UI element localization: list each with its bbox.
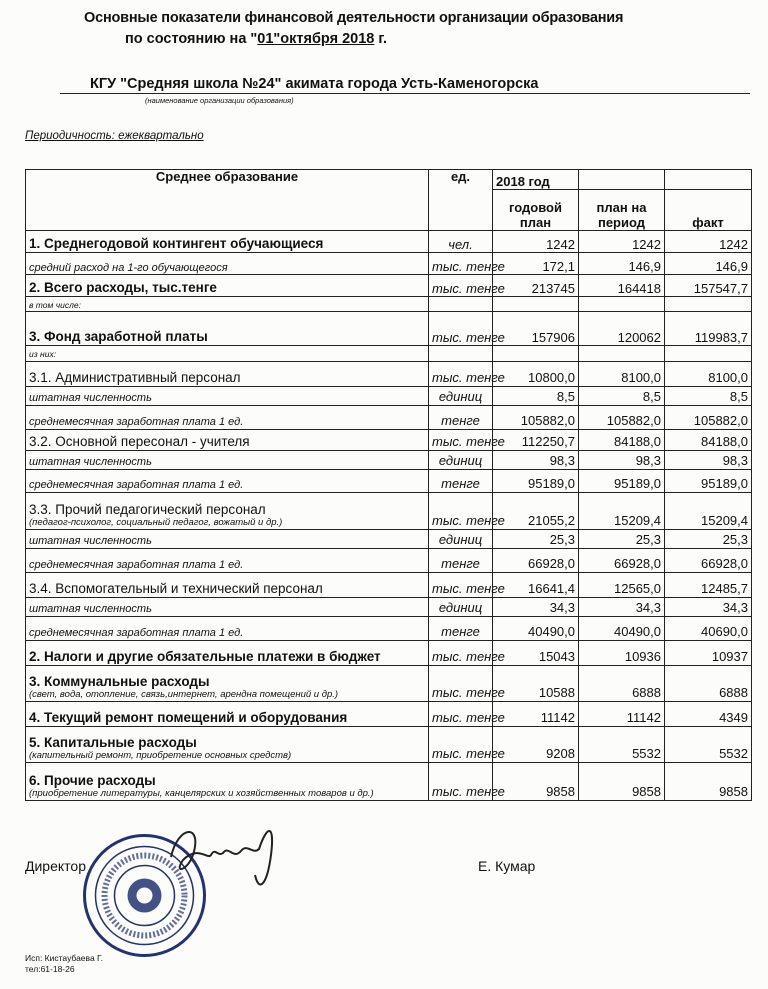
cell-plan-year: 9858 (493, 762, 579, 800)
cell-plan-year: 10588 (493, 665, 579, 701)
cell-fact: 105882,0 (665, 405, 752, 429)
row-label (26, 701, 429, 726)
row-label-text: средний расход на 1-го обучающегося (29, 261, 228, 274)
header-unit: ед. (429, 170, 493, 231)
table-row (26, 312, 752, 346)
cell-plan-period: 6888 (579, 665, 665, 701)
cell-plan-period: 95189,0 (579, 469, 665, 492)
table-body (26, 231, 752, 801)
row-note: (капительный ремонт, приобретение основных средств) (29, 750, 292, 762)
cell-fact: 12485,7 (665, 572, 752, 597)
row-label (26, 762, 429, 800)
table-row (26, 231, 752, 253)
cell-plan-year: 11142 (493, 701, 579, 726)
cell-fact: 6888 (665, 665, 752, 701)
cell-plan-period: 66928,0 (579, 548, 665, 572)
row-label-text: среднемесячная заработная плата 1 ед. (29, 416, 244, 429)
header-plan-year: годовой план (493, 190, 579, 231)
cell-fact: 1242 (665, 231, 752, 253)
table-row (26, 616, 752, 640)
row-label-text: в том числе: (29, 300, 81, 310)
cell-fact: 34,3 (665, 597, 752, 616)
row-label (26, 297, 429, 312)
row-label (26, 640, 429, 665)
header-plan-period: план на период (579, 190, 665, 231)
row-unit: тыс. тенге (429, 762, 493, 800)
row-label-text: среднемесячная заработная плата 1 ед. (29, 479, 244, 492)
row-label-text: 3.4. Вспомогательный и технический персонал (29, 580, 323, 596)
row-label (26, 572, 429, 597)
executor-name: Исп: Кистаубаева Г. (25, 953, 103, 963)
table-row (26, 253, 752, 275)
cell-fact: 40690,0 (665, 616, 752, 640)
table-row (26, 726, 752, 762)
row-label (26, 450, 429, 469)
row-label-text: 3.3. Прочий педагогический персонал (29, 502, 266, 518)
row-label (26, 346, 429, 361)
table-row (26, 701, 752, 726)
row-unit: тыс. тенге (429, 275, 493, 297)
table-row (26, 346, 752, 361)
cell-fact: 84188,0 (665, 429, 752, 450)
table-row (26, 640, 752, 665)
cell-plan-year: 34,3 (493, 597, 579, 616)
cell-fact: 146,9 (665, 253, 752, 275)
cell-plan-year: 213745 (493, 275, 579, 297)
row-label (26, 429, 429, 450)
row-unit: единиц (429, 450, 493, 469)
row-label-text: 4. Текущий ремонт помещений и оборудования (29, 709, 348, 725)
cell-fact: 10937 (665, 640, 752, 665)
cell-plan-period: 120062 (579, 312, 665, 346)
row-label (26, 361, 429, 386)
row-unit (429, 346, 493, 361)
row-label (26, 253, 429, 275)
cell-fact (665, 297, 752, 312)
cell-plan-year: 21055,2 (493, 492, 579, 529)
date-suffix: г. (374, 31, 388, 47)
row-label (26, 665, 429, 701)
row-label (26, 469, 429, 492)
cell-plan-period: 146,9 (579, 253, 665, 275)
cell-plan-period: 164418 (579, 275, 665, 297)
report-date: 01"октября 2018 (257, 31, 375, 47)
row-label-text: 3. Фонд заработной платы (29, 329, 208, 345)
header-year: 2018 год (493, 170, 579, 190)
row-label-text: 3.2. Основной пересонал - учителя (29, 433, 250, 449)
cell-plan-year: 40490,0 (493, 616, 579, 640)
cell-fact (665, 346, 752, 361)
row-label-text: штатная численность (29, 535, 152, 548)
row-note: (свет, вода, отопление, связь,интернет, арендна помещений и др.) (29, 689, 339, 701)
row-label-text: 1. Среднегодовой контингент обучающиеся (29, 236, 324, 252)
row-unit: тыс. тенге (429, 361, 493, 386)
cell-plan-period: 9858 (579, 762, 665, 800)
row-unit: тыс. тенге (429, 726, 493, 762)
cell-plan-year (493, 346, 579, 361)
row-label-text: 6. Прочие расходы (29, 773, 156, 789)
report-title: Основные показатели финансовой деятельности организации образования (84, 10, 624, 26)
cell-plan-year: 98,3 (493, 450, 579, 469)
table-row (26, 405, 752, 429)
row-label-text: штатная численность (29, 603, 152, 616)
cell-plan-period: 105882,0 (579, 405, 665, 429)
executor-info (25, 953, 103, 975)
cell-plan-period: 5532 (579, 726, 665, 762)
cell-fact: 5532 (665, 726, 752, 762)
row-label (26, 529, 429, 548)
row-label (26, 405, 429, 429)
cell-plan-year: 112250,7 (493, 429, 579, 450)
row-label (26, 597, 429, 616)
table-row (26, 386, 752, 405)
table-row (26, 529, 752, 548)
row-note: (педагог-психолог, социальный педагог, вожатый и др.) (29, 517, 283, 529)
financial-table (25, 169, 752, 801)
row-label (26, 492, 429, 529)
cell-plan-period: 12565,0 (579, 572, 665, 597)
organization-name: КГУ "Средняя школа №24" акимата города Усть-Каменогорска (90, 76, 539, 92)
table-row (26, 572, 752, 597)
table-row (26, 450, 752, 469)
row-unit: единиц (429, 386, 493, 405)
header-fact: факт (665, 190, 752, 231)
row-label (26, 726, 429, 762)
cell-plan-period: 25,3 (579, 529, 665, 548)
cell-plan-period: 34,3 (579, 597, 665, 616)
cell-fact: 9858 (665, 762, 752, 800)
row-label-text: штатная численность (29, 456, 152, 469)
date-prefix: по состоянию на " (125, 31, 258, 47)
row-label-text: 5. Капитальные расходы (29, 735, 197, 751)
row-unit: тыс. тенге (429, 429, 493, 450)
cell-plan-period: 10936 (579, 640, 665, 665)
row-label-text: штатная численность (29, 392, 152, 405)
table-row (26, 297, 752, 312)
table-row (26, 597, 752, 616)
row-unit: тыс. тенге (429, 492, 493, 529)
table-row (26, 275, 752, 297)
cell-plan-year: 95189,0 (493, 469, 579, 492)
cell-fact: 119983,7 (665, 312, 752, 346)
row-unit: тыс. тенге (429, 572, 493, 597)
row-unit: тыс. тенге (429, 312, 493, 346)
director-label: Директор (25, 858, 86, 874)
row-unit: тыс. тенге (429, 701, 493, 726)
row-unit: тенге (429, 405, 493, 429)
table-row (26, 762, 752, 800)
cell-plan-period: 11142 (579, 701, 665, 726)
cell-plan-period: 15209,4 (579, 492, 665, 529)
row-note: (приобретение литературы, канцелярских и хозяйственных товаров и др.) (29, 788, 374, 800)
table-row (26, 469, 752, 492)
header-name: Среднее образование (26, 170, 429, 231)
executor-phone: тел:61-18-26 (25, 964, 75, 975)
row-label (26, 548, 429, 572)
director-name: Е. Кумар (478, 858, 536, 874)
cell-plan-year (493, 297, 579, 312)
row-label-text: 2. Всего расходы, тыс.тенге (29, 280, 217, 296)
row-unit: тыс. тенге (429, 640, 493, 665)
cell-fact: 15209,4 (665, 492, 752, 529)
cell-fact: 25,3 (665, 529, 752, 548)
row-label (26, 616, 429, 640)
cell-plan-period: 40490,0 (579, 616, 665, 640)
table-row (26, 548, 752, 572)
organization-underline (60, 93, 750, 94)
cell-plan-period: 8,5 (579, 386, 665, 405)
cell-fact: 98,3 (665, 450, 752, 469)
cell-fact: 66928,0 (665, 548, 752, 572)
cell-fact: 95189,0 (665, 469, 752, 492)
row-unit: тенге (429, 469, 493, 492)
cell-plan-year: 8,5 (493, 386, 579, 405)
row-label (26, 386, 429, 405)
table-row (26, 665, 752, 701)
row-label (26, 275, 429, 297)
table-row (26, 361, 752, 386)
cell-fact: 4349 (665, 701, 752, 726)
report-date-line (125, 31, 387, 47)
row-label (26, 312, 429, 346)
row-label-text: 2. Налоги и другие обязательные платежи в бюджет (29, 648, 381, 664)
cell-plan-year: 25,3 (493, 529, 579, 548)
row-unit: тыс. тенге (429, 253, 493, 275)
row-unit: чел. (429, 231, 493, 253)
row-unit: единиц (429, 597, 493, 616)
cell-plan-year: 15043 (493, 640, 579, 665)
cell-plan-year: 157906 (493, 312, 579, 346)
row-unit: единиц (429, 529, 493, 548)
cell-plan-period: 1242 (579, 231, 665, 253)
director-signature (163, 815, 303, 895)
cell-plan-period (579, 346, 665, 361)
organization-caption: (наименование организации образования) (145, 96, 294, 105)
table-header-row (26, 170, 752, 190)
cell-plan-year: 9208 (493, 726, 579, 762)
cell-fact: 8100,0 (665, 361, 752, 386)
cell-plan-year: 66928,0 (493, 548, 579, 572)
row-unit: тыс. тенге (429, 665, 493, 701)
row-label-text: среднемесячная заработная плата 1 ед. (29, 559, 244, 572)
cell-plan-year: 172,1 (493, 253, 579, 275)
row-unit: тенге (429, 616, 493, 640)
cell-plan-year: 16641,4 (493, 572, 579, 597)
cell-fact: 157547,7 (665, 275, 752, 297)
cell-plan-period: 8100,0 (579, 361, 665, 386)
cell-plan-year: 10800,0 (493, 361, 579, 386)
row-label-text: из них: (29, 349, 57, 360)
row-label-text: 3. Коммунальные расходы (29, 674, 210, 690)
cell-plan-period: 98,3 (579, 450, 665, 469)
periodicity: Периодичность: ежеквартально (25, 130, 204, 142)
cell-fact: 8,5 (665, 386, 752, 405)
cell-plan-year: 1242 (493, 231, 579, 253)
cell-plan-year: 105882,0 (493, 405, 579, 429)
row-label-text: 3.1. Административный персонал (29, 369, 241, 385)
row-label (26, 231, 429, 253)
cell-plan-period: 84188,0 (579, 429, 665, 450)
row-unit: тенге (429, 548, 493, 572)
row-unit (429, 297, 493, 312)
table-row (26, 492, 752, 529)
table-row (26, 429, 752, 450)
row-label-text: среднемесячная заработная плата 1 ед. (29, 627, 244, 640)
cell-plan-period (579, 297, 665, 312)
